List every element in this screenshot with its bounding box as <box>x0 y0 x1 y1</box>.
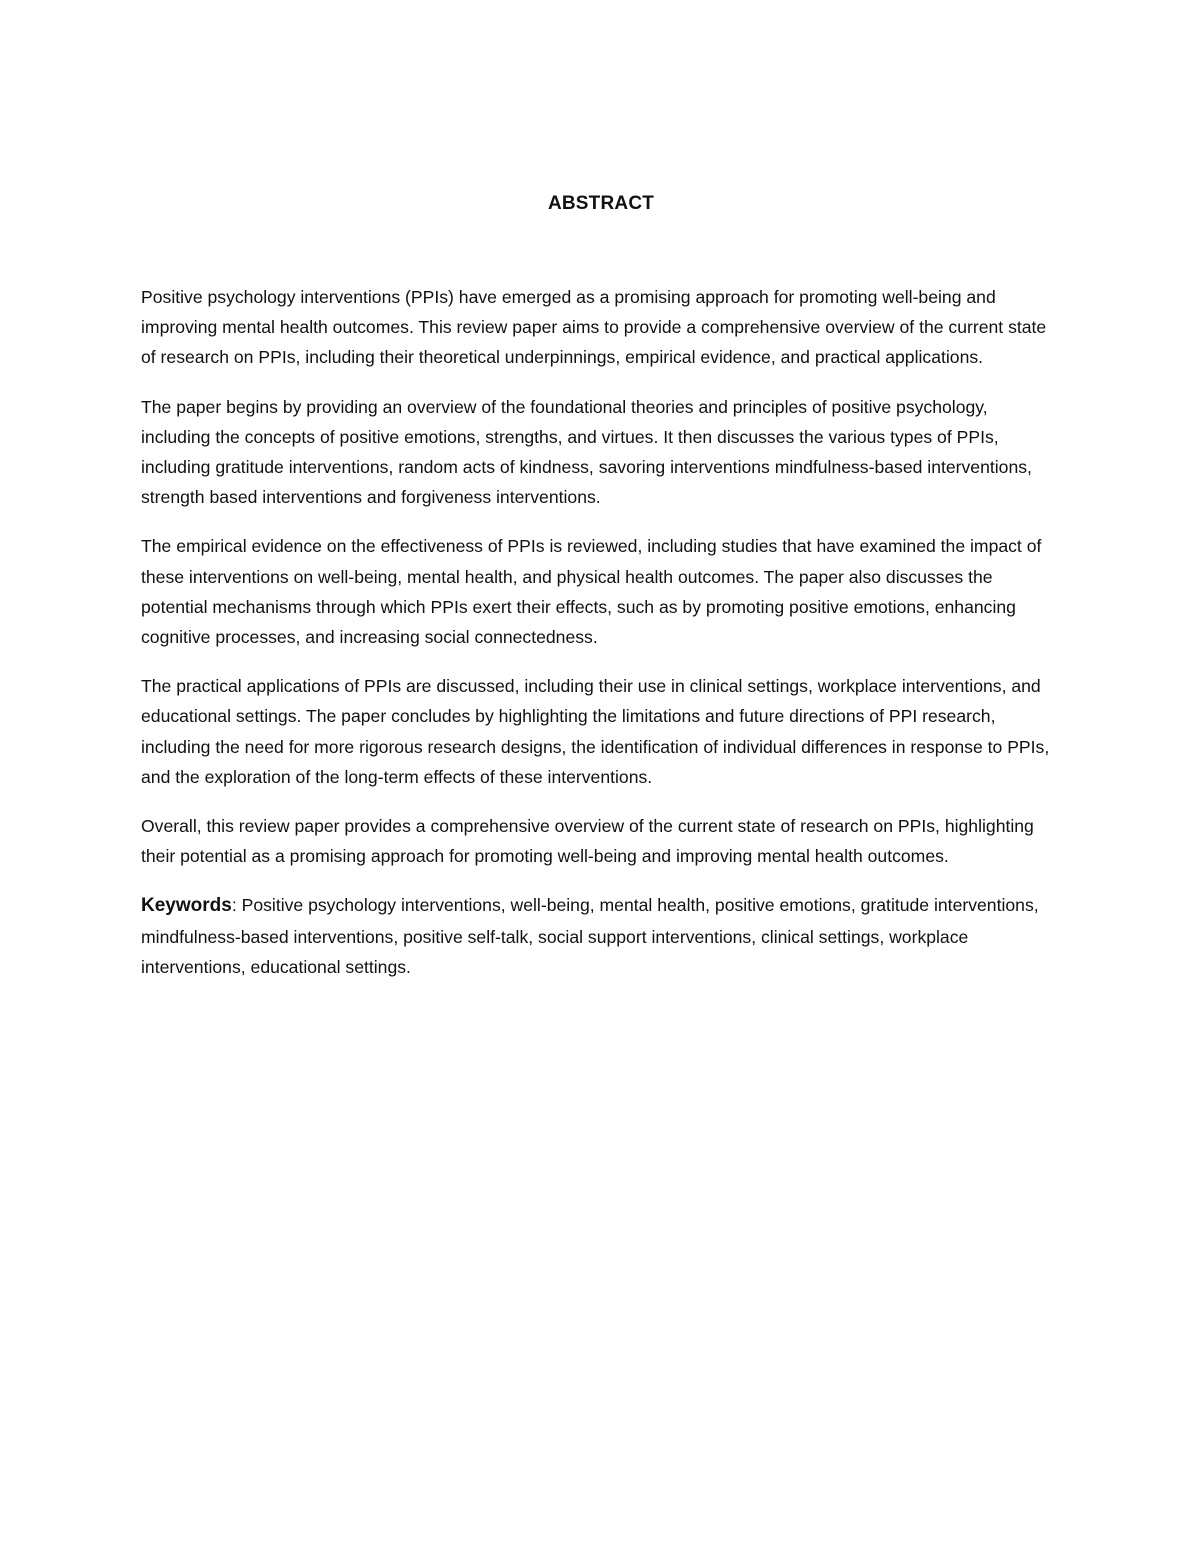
abstract-section <box>141 190 1061 1001</box>
paragraph-overall: Overall, this review paper provides a comprehensive overview of the current state of research on PPIs, highlighting their potential as a promising approach for promoting well-being and improving mental health outcomes. <box>141 816 1034 867</box>
paragraph-theory: The paper begins by providing an overview of the foundational theories and principles of positive psychology, including the concepts of positive emotions, strengths, and virtues. It then discusses the various types of PPIs, including gratitude interventions, random acts of kindness, savoring interventions mindfulness-based interventions, strength based interventions and forgiveness interventions. <box>141 396 1032 508</box>
paragraph-applications: The practical applications of PPIs are discussed, including their use in clinical settings, workplace interventions, and educational settings. The paper concludes by highlighting the limitations and future directions of PPI research, including the need for more rigorous research designs, the identification of individual differences in response to PPIs, and the exploration of the long-term effects of these interventions. <box>141 676 1050 787</box>
abstract-title: ABSTRACT <box>547 193 655 214</box>
keywords-separator: : <box>231 895 237 916</box>
paragraph-intro: Positive psychology interventions (PPIs) have emerged as a promising approach for promoting well-being and improving mental health outcomes. This review paper aims to provide a comprehensive overview of the current state of research on PPIs, including their theoretical underpinnings, empirical evidence, and practical applications. <box>141 287 1047 368</box>
keywords-label: Keywords <box>141 895 232 917</box>
paragraph-evidence: The empirical evidence on the effectiveness of PPIs is reviewed, including studies that have examined the impact of these interventions on well-being, mental health, and physical health outcomes. The paper also discusses the potential mechanisms through which PPIs exert their effects, such as by promoting positive emotions, enhancing cognitive processes, and increasing social connectedness. <box>141 536 1042 648</box>
keywords-text: Positive psychology interventions, well-being, mental health, positive emotions, gratitude interventions, mindfulness-based interventions, positive self-talk, social support interventions, clinical settings, workplace interventions, educational settings. <box>141 895 1039 977</box>
keywords-paragraph <box>141 890 1061 982</box>
